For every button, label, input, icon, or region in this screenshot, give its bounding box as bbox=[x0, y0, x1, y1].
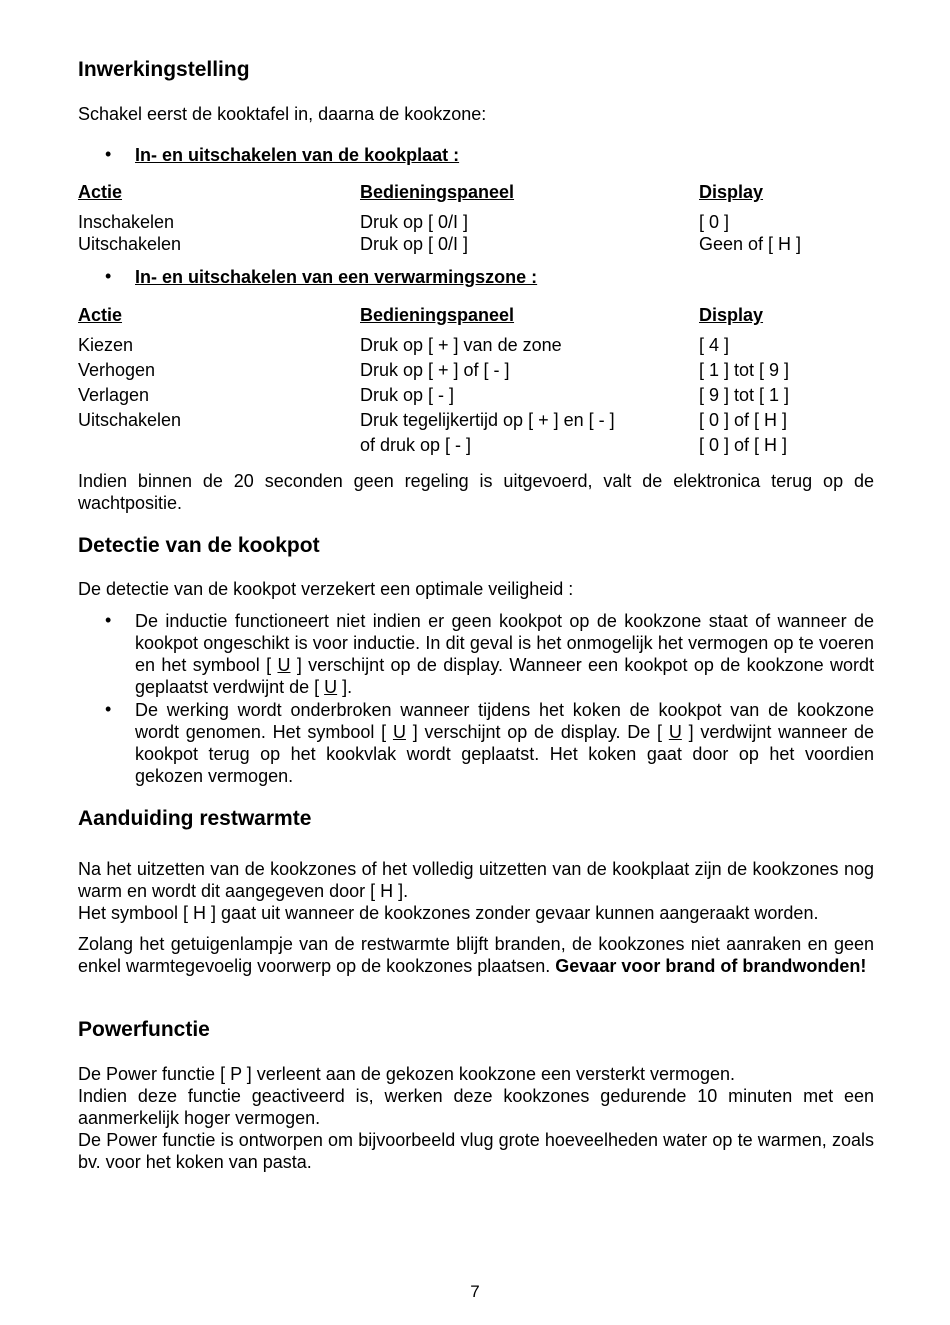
bullet-dot: • bbox=[105, 266, 112, 286]
restwarmte-paragraph-3: Zolang het getuigenlampje van de restwarmte blijft branden, de kookzones niet aanraken en geen enkel warmtegevoelig voorwerp op de kookzones plaatsen. Gevaar voor brand of brandwonden! bbox=[78, 934, 874, 976]
bullet-dot: • bbox=[105, 610, 112, 630]
cell-bediening: of druk op [ - ] bbox=[360, 435, 472, 455]
table-header bbox=[78, 180, 874, 205]
restwarmte-paragraph-2: Het symbool [ H ] gaat uit wanneer de kookzones zonder gevaar kunnen aangeraakt worden. bbox=[78, 903, 819, 923]
cell-actie: Uitschakelen bbox=[78, 410, 182, 430]
bullet-dot: • bbox=[105, 699, 112, 719]
table-row bbox=[78, 383, 874, 408]
cell-display: [ 1 ] tot [ 9 ] bbox=[699, 360, 790, 380]
section-title-detectie: Detectie van de kookpot bbox=[78, 534, 320, 557]
cell-bediening: Druk op [ + ] van de zone bbox=[360, 335, 562, 355]
section-title-powerfunctie: Powerfunctie bbox=[78, 1018, 210, 1041]
restwarmte-paragraph-1: Na het uitzetten van de kookzones of het volledig uitzetten van de kookplaat zijn de kookzones nog warm en wordt dit aangegeven door [ H ]. bbox=[78, 859, 874, 901]
cell-bediening: Druk tegelijkertijd op [ + ] en [ - ] bbox=[360, 410, 615, 430]
bullet-dot: • bbox=[105, 144, 112, 164]
power-paragraph-1: De Power functie [ P ] verleent aan de gekozen kookzone een versterkt vermogen. bbox=[78, 1064, 736, 1084]
cell-display: [ 0 ] of [ H ] bbox=[699, 410, 788, 430]
table-row bbox=[78, 333, 874, 358]
detectie-bullet-2: De werking wordt onderbroken wanneer tijdens het koken de kookpot van de kookzone wordt genomen. Het symbool [ U ] verschijnt op de display. De [ U ] verdwijnt wanneer de kookpot terug op het kookvlak wordt geplaatst. Het koken gaat door op het voordien gekozen vermogen. bbox=[135, 700, 874, 786]
cell-display: [ 0 ] bbox=[699, 212, 730, 232]
power-paragraph-3: De Power functie is ontworpen om bijvoorbeeld vlug grote hoeveelheden water op te warmen, zoals bv. voor het koken van pasta. bbox=[78, 1130, 874, 1172]
section-intro: Schakel eerst de kooktafel in, daarna de kookzone: bbox=[78, 104, 487, 124]
cell-actie: Verhogen bbox=[78, 360, 156, 380]
section-title-inwerkingstelling: Inwerkingstelling bbox=[78, 58, 250, 81]
page-number: 7 bbox=[470, 1282, 480, 1301]
cell-actie: Kiezen bbox=[78, 335, 134, 355]
subheading-kookplaat: In- en uitschakelen van de kookplaat : bbox=[135, 145, 460, 165]
cell-display: [ 9 ] tot [ 1 ] bbox=[699, 385, 790, 405]
section-title-restwarmte: Aanduiding restwarmte bbox=[78, 807, 312, 830]
table-row bbox=[78, 358, 874, 383]
header-display: Display bbox=[699, 182, 764, 202]
header-actie: Actie bbox=[78, 182, 123, 202]
subheading-verwarmingszone: In- en uitschakelen van een verwarmingszone : bbox=[135, 267, 538, 287]
cell-actie: Uitschakelen bbox=[78, 234, 182, 254]
header-bedieningspaneel: Bedieningspaneel bbox=[360, 182, 515, 202]
cell-display: [ 4 ] bbox=[699, 335, 730, 355]
cell-bediening: Druk op [ - ] bbox=[360, 385, 455, 405]
cell-display: [ 0 ] of [ H ] bbox=[699, 435, 788, 455]
cell-bediening: Druk op [ 0/I ] bbox=[360, 212, 469, 232]
detectie-bullet-1: De inductie functioneert niet indien er geen kookpot op de kookzone staat of wanneer de kookpot ongeschikt is voor inductie. In dit geval is het onmogelijk het vermogen op te voeren en het symbool [ U ] verschijnt op de display. Wanneer een kookpot op de kookzone wordt geplaatst verdwijnt de [ U ]. bbox=[135, 611, 874, 697]
table-header bbox=[78, 303, 874, 328]
table-row bbox=[78, 433, 874, 458]
power-paragraph-2: Indien deze functie geactiveerd is, werken deze kookzones gedurende 10 minuten met een aanmerkelijk hoger vermogen. bbox=[78, 1086, 874, 1128]
cell-actie: Inschakelen bbox=[78, 212, 175, 232]
table-row bbox=[78, 408, 874, 433]
timeout-note: Indien binnen de 20 seconden geen regeling is uitgevoerd, valt de elektronica terug op de wachtpositie. bbox=[78, 471, 874, 513]
cell-bediening: Druk op [ 0/I ] bbox=[360, 234, 469, 254]
header-display: Display bbox=[699, 305, 764, 325]
table-row bbox=[78, 232, 874, 257]
header-bedieningspaneel: Bedieningspaneel bbox=[360, 305, 515, 325]
header-actie: Actie bbox=[78, 305, 123, 325]
cell-actie: Verlagen bbox=[78, 385, 150, 405]
cell-bediening: Druk op [ + ] of [ - ] bbox=[360, 360, 510, 380]
cell-display: Geen of [ H ] bbox=[699, 234, 802, 254]
section-intro: De detectie van de kookpot verzekert een optimale veiligheid : bbox=[78, 579, 574, 599]
